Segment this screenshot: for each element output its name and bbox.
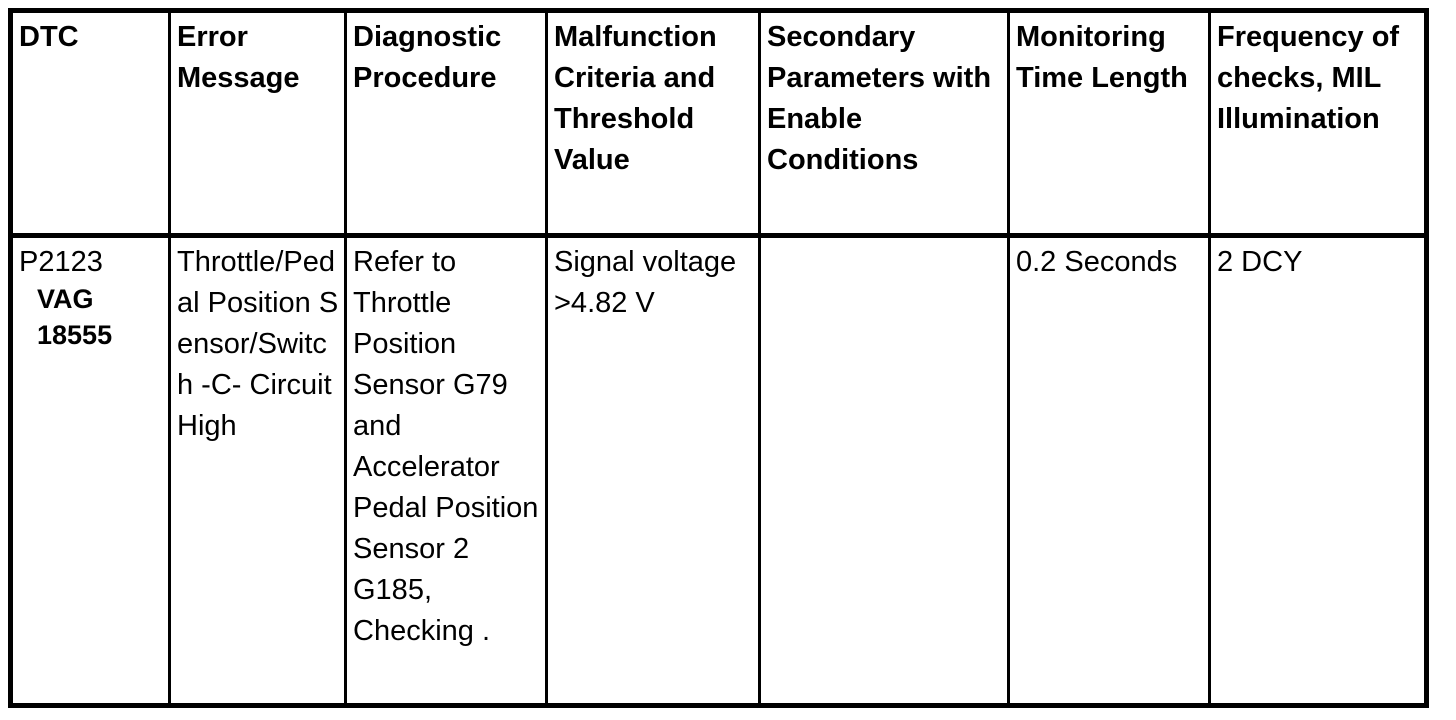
header-secondary-parameters [760, 11, 1009, 236]
header-error-message [170, 11, 346, 236]
header-frequency-mil-label: Frequency of checks, MIL Illumination [1217, 21, 1400, 135]
header-error-message-label: Error Message [177, 21, 300, 94]
header-dtc [11, 11, 170, 236]
header-frequency-mil [1210, 11, 1427, 236]
dtc-table [8, 8, 1429, 708]
cell-frequency-mil [1210, 236, 1427, 706]
vag-label: VAG [37, 284, 94, 314]
vag-code: 18555 [37, 320, 113, 350]
table-row [11, 236, 1427, 706]
monitoring-time-text: 0.2 Seconds [1016, 246, 1178, 278]
cell-diagnostic-procedure [346, 236, 547, 706]
cell-error-message [170, 236, 346, 706]
header-malfunction-criteria-label: Malfunction Criteria and Threshold Value [554, 21, 717, 176]
frequency-mil-text: 2 DCY [1217, 246, 1303, 278]
error-message-text: Throttle/Pedal Position Sensor/Switch -C- Circuit High [177, 246, 339, 442]
header-dtc-label: DTC [19, 21, 79, 53]
dtc-code: P2123 [19, 246, 103, 278]
malfunction-criteria-text: Signal voltage >4.82 V [554, 246, 737, 319]
diagnostic-procedure-text: Refer to Throttle Position Sensor G79 and Accelerator Pedal Position Sensor 2 G185, Checking . [353, 246, 539, 647]
header-monitoring-time-label: Monitoring Time Length [1016, 21, 1188, 94]
vag-code-block [19, 281, 164, 353]
header-diagnostic-procedure-label: Diagnostic Procedure [353, 21, 502, 94]
header-secondary-parameters-label: Secondary Parameters with Enable Conditions [767, 21, 992, 176]
header-monitoring-time [1009, 11, 1210, 236]
header-malfunction-criteria [547, 11, 760, 236]
cell-dtc [11, 236, 170, 706]
header-row [11, 11, 1427, 236]
header-diagnostic-procedure [346, 11, 547, 236]
cell-secondary-parameters [760, 236, 1009, 706]
cell-malfunction-criteria [547, 236, 760, 706]
cell-monitoring-time [1009, 236, 1210, 706]
